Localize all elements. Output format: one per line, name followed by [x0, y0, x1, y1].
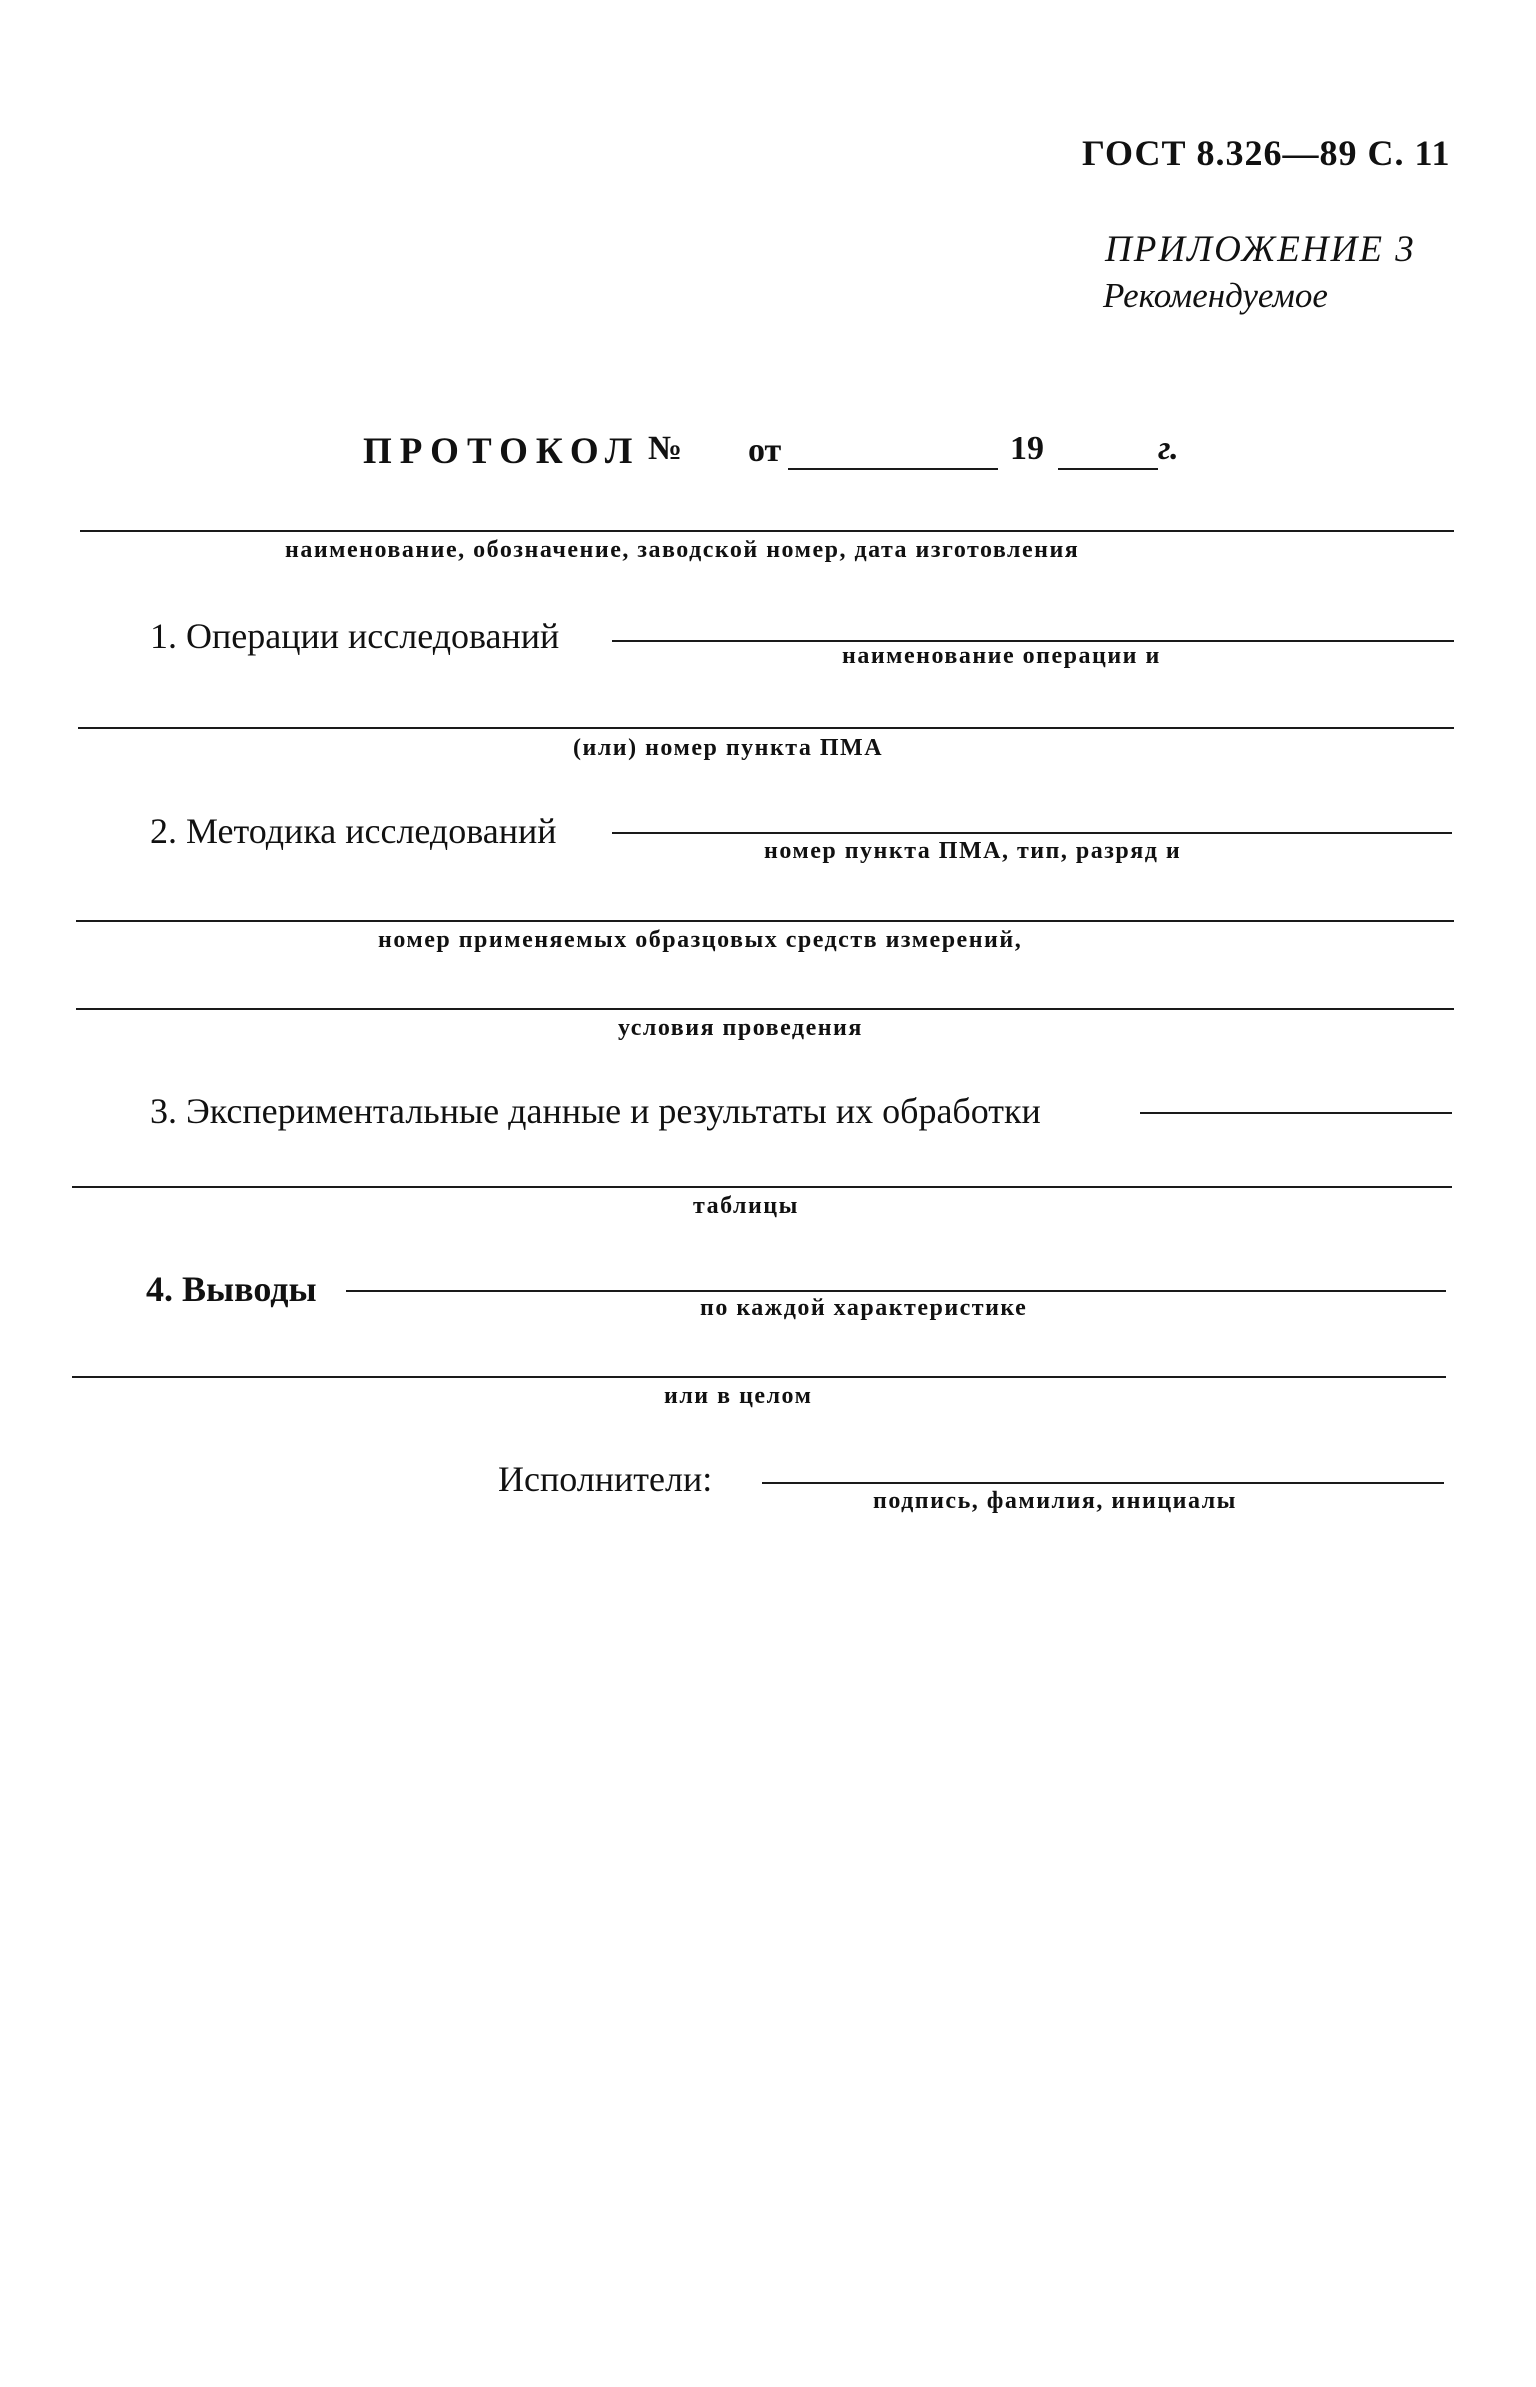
section-2-blank-3 — [76, 1008, 1454, 1010]
executors-blank — [762, 1482, 1444, 1484]
section-3-caption: таблицы — [693, 1193, 799, 1219]
section-1-caption-b: (или) номер пункта ПМА — [573, 735, 884, 761]
protocol-number-sign: № — [648, 430, 683, 467]
section-4-blank — [346, 1290, 1446, 1292]
section-1-heading: 1. Операции исследований — [150, 616, 560, 656]
section-4-caption-a: по каждой характеристике — [700, 1295, 1028, 1321]
executors-label: Исполнители: — [498, 1459, 713, 1499]
section-1-blank-2 — [78, 727, 1454, 729]
section-2-caption-a: номер пункта ПМА, тип, разряд и — [764, 838, 1182, 864]
document-code: ГОСТ 8.326—89 С. 11 — [1082, 133, 1451, 173]
section-2-caption-b: номер применяемых образцовых средств измерений, — [378, 927, 1023, 953]
protocol-year-prefix: 19 — [1010, 430, 1044, 467]
section-2-blank-2 — [76, 920, 1454, 922]
section-3-heading: 3. Экспериментальные данные и результаты их обработки — [150, 1091, 1041, 1131]
section-3-blank-2 — [72, 1186, 1452, 1188]
section-3-blank — [1140, 1112, 1452, 1114]
protocol-year-suffix: г. — [1158, 430, 1179, 467]
protocol-from-label: от — [748, 432, 782, 469]
section-1-blank — [612, 640, 1454, 642]
section-4-blank-2 — [72, 1376, 1446, 1378]
appendix-status: Рекомендуемое — [1103, 276, 1328, 315]
protocol-date-blank — [788, 468, 998, 470]
section-2-blank — [612, 832, 1452, 834]
appendix-title: ПРИЛОЖЕНИЕ 3 — [1105, 229, 1416, 270]
section-2-heading: 2. Методика исследований — [150, 811, 557, 851]
section-1-caption-a: наименование операции и — [842, 643, 1161, 669]
section-4-heading: 4. Выводы — [146, 1269, 317, 1309]
device-blank — [80, 530, 1454, 532]
section-4-caption-b: или в целом — [664, 1383, 813, 1409]
protocol-year-blank — [1058, 468, 1158, 470]
protocol-title: ПРОТОКОЛ — [363, 431, 641, 472]
device-caption: наименование, обозначение, заводской номер, дата изготовления — [285, 537, 1080, 563]
section-2-caption-c: условия проведения — [618, 1015, 863, 1041]
executors-caption: подпись, фамилия, инициалы — [873, 1488, 1237, 1514]
